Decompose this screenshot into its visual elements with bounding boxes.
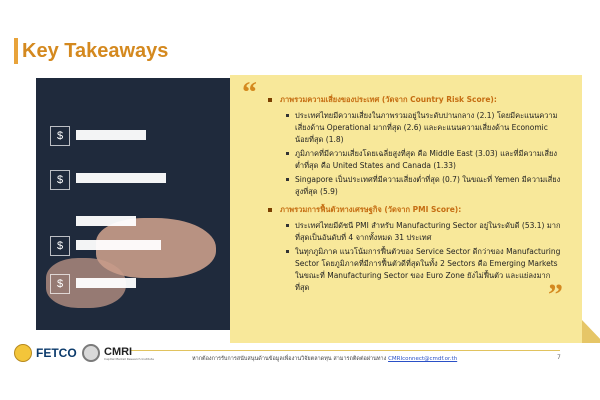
contact-email-link[interactable]: CMRIconnect@cmdf.or.th (388, 356, 458, 362)
note-corner-fold (582, 320, 600, 343)
dollar-icon: $ (50, 170, 70, 190)
list-item (286, 110, 564, 146)
cmri-emblem-icon (82, 344, 100, 362)
section-title: ภาพรวมความเสี่ยงของประเทศ (วัดจาก Country Risk Score): (280, 95, 497, 104)
photo-overlay-bar (76, 173, 166, 183)
dollar-icon: $ (50, 274, 70, 294)
list-item-text: ภูมิภาคที่มีความเสี่ยงโดยเฉลี่ยสูงที่สุด คือ Middle East (3.03) และที่มีความเสี่ยงต่ำที่สุด คือ United States and Canada (1.33) (295, 149, 557, 170)
photo-overlay-bar (76, 216, 136, 226)
footer-contact (192, 355, 457, 363)
takeaways-content (268, 94, 564, 296)
list-item-text: ประเทศไทยมีความเสี่ยงในภาพรวมอยู่ในระดับปานกลาง (2.1) โดยมีคะแนนความเสี่ยงด้าน Operational มากที่สุด (2.6) และคะแนนความเสี่ยงด้าน Economic น้อยที่สุด (1.8) (295, 111, 558, 144)
list-item-text: ประเทศไทยมีดัชนี PMI สำหรับ Manufacturing Sector อยู่ในระดับดี (53.1) มากที่สุดเป็นอันดับที่ 4 จากทั้งหมด 31 ประเทศ (295, 221, 561, 242)
photo-overlay-bar (76, 278, 136, 288)
page-number: 7 (557, 354, 561, 361)
business-photo (36, 78, 256, 330)
close-quote-icon: ” (548, 278, 563, 311)
photo-overlay-bar (76, 240, 161, 250)
list-item-text: ในทุกภูมิภาค แนวโน้มการฟื้นตัวของ Service Sector ดีกว่าของ Manufacturing Sector โดยภูมิภาคที่มีการฟื้นตัวดีที่สุดในทั้ง 2 Sectors คือ Emerging Markets ในขณะที่ Manufacturing Sector ของ Euro Zone ยังไม่ฟื้นตัว และแย่ลงมากที่สุด (295, 247, 561, 292)
section-title: ภาพรวมการฟื้นตัวทางเศรษฐกิจ (วัดจาก PMI Score): (280, 205, 462, 214)
list-item (286, 220, 564, 244)
fetco-logo-text: FETCO (36, 346, 77, 360)
title-accent-bar (14, 38, 18, 64)
bullet-square-icon (268, 208, 272, 212)
footer-divider (130, 350, 560, 351)
list-item (286, 246, 564, 294)
open-quote-icon: “ (242, 76, 257, 109)
photo-overlay-bar (76, 130, 146, 140)
fetco-logo (14, 344, 77, 362)
page-title: Key Takeaways (22, 40, 169, 62)
bullet-icon (286, 178, 289, 181)
bullet-icon (286, 224, 289, 227)
cmri-logo-subtitle: Capital Market Research Institute (104, 356, 154, 361)
bullet-icon (286, 114, 289, 117)
cmri-logo-text: CMRI (104, 345, 133, 358)
bullet-square-icon (268, 98, 272, 102)
list-item (286, 174, 564, 198)
list-item-text: Singapore เป็นประเทศที่มีความเสี่ยงต่ำที่สุด (0.7) ในขณะที่ Yemen มีความเสี่ยงสูงที่สุด (5.9) (295, 175, 561, 196)
bullet-icon (286, 250, 289, 253)
dollar-icon: $ (50, 236, 70, 256)
list-item (286, 148, 564, 172)
section-heading-risk (268, 94, 564, 106)
cmri-logo (82, 344, 154, 362)
footer-contact-text: หากต้องการรับการสนับสนุนด้านข้อมูลเพื่องานวิจัยตลาดทุน สามารถติดต่อผ่านทาง (192, 356, 387, 362)
fetco-emblem-icon (14, 344, 32, 362)
dollar-icon: $ (50, 126, 70, 146)
section-heading-pmi (268, 204, 564, 216)
bullet-icon (286, 152, 289, 155)
